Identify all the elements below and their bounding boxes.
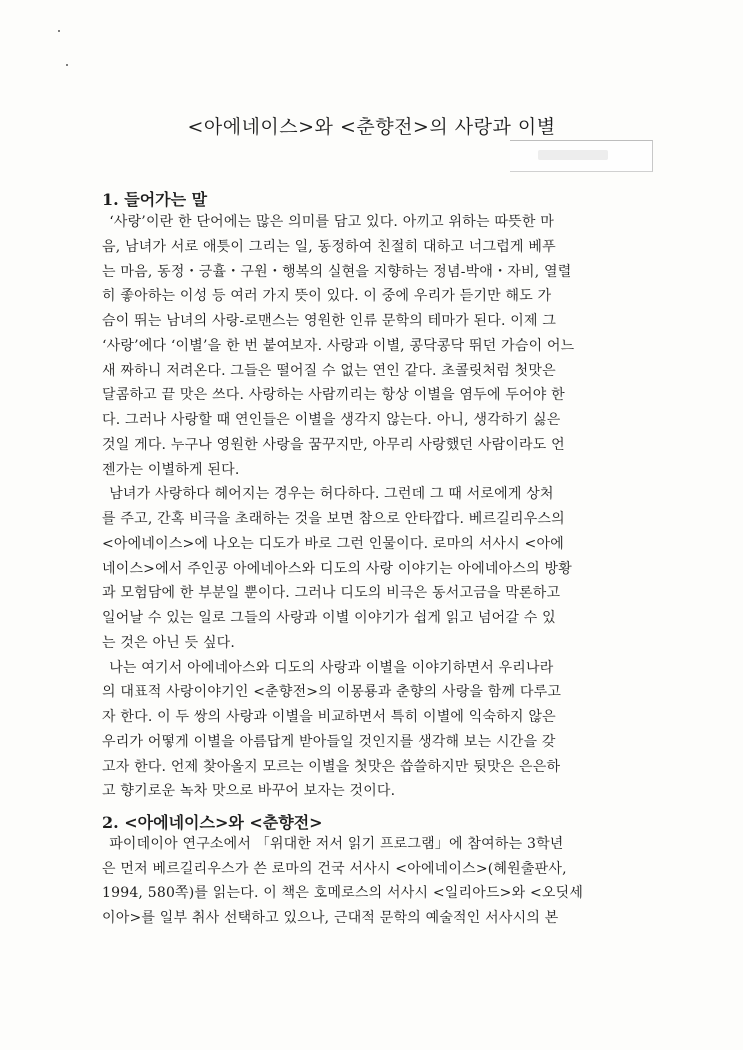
body-text-line: 자 한다. 이 두 쌍의 사랑과 이별을 비교하면서 특히 이별에 익숙하지 않은 bbox=[102, 709, 556, 725]
body-text-line: 은 먼저 베르길리우스가 쓴 로마의 건국 서사시 <아에네이스>(혜원출판사, bbox=[102, 860, 567, 877]
body-text-line: 남녀가 사랑하다 헤어지는 경우는 허다하다. 그런데 그 때 서로에게 상처 bbox=[102, 486, 554, 503]
body-text-line: 음, 남녀가 서로 애틋이 그리는 일, 동정하여 친절히 대하고 너그럽게 베푸 bbox=[102, 238, 556, 255]
body-text-line: 는 것은 아닌 듯 싶다. bbox=[102, 634, 236, 651]
body-text-line: 1994, 580쪽)를 읽는다. 이 책은 호메로스의 서사시 <일리아드>와 <오딧세 bbox=[102, 885, 584, 902]
body-text-line: 네이스>에서 주인공 아에네아스와 디도의 사랑 이야기는 아에네아스의 방황 bbox=[102, 560, 572, 577]
body-text-line: 우리가 어떻게 이별을 아름답게 받아들일 것인지를 생각해 보는 시간을 갖 bbox=[102, 733, 556, 750]
body-text-line: 젠가는 이별하게 된다. bbox=[102, 461, 240, 478]
body-text-line: <아에네이스>에 나오는 디도가 바로 그런 인물이다. 로마의 서사시 <아에 bbox=[102, 535, 564, 552]
body-text-line: 를 주고, 간혹 비극을 초래하는 것을 보면 참으로 안타깝다. 베르길리우스의 bbox=[102, 511, 565, 527]
body-text-line: 고 향기로운 녹차 맛으로 바꾸어 보자는 것이다. bbox=[102, 783, 396, 800]
body-text-line: 달콤하고 끝 맛은 쓰다. 사랑하는 사람끼리는 항상 이별을 염두에 두어야 한 bbox=[102, 387, 565, 404]
body-text-line: 파이데이아 연구소에서 「위대한 저서 읽기 프로그램」에 참여하는 3학년 bbox=[102, 836, 564, 852]
body-text-line: 슴이 뛰는 남녀의 사랑-로맨스는 영원한 인류 문학의 테마가 된다. 이제 그 bbox=[102, 313, 557, 329]
body-text-line: 고자 한다. 언제 찾아올지 모르는 이별을 첫맛은 씁쓸하지만 뒷맛은 은은하 bbox=[102, 758, 561, 775]
body-text-line: ‘사랑’에다 ‘이별’을 한 번 붙여보자. 사랑과 이별, 콩닥콩닥 뛰던 가슴이 어느 bbox=[102, 337, 575, 354]
section-heading-1: 1. 들어가는 말 bbox=[102, 190, 208, 209]
body-text-line: 일어날 수 있는 일로 그들의 사랑과 이별 이야기가 쉽게 읽고 넘어갈 수 있 bbox=[102, 610, 556, 626]
body-text-line: 히 좋아하는 이성 등 여러 가지 뜻이 있다. 이 중에 우리가 듣기만 해도 가 bbox=[102, 288, 552, 305]
body-text-line: 새 짜하니 저려온다. 그들은 떨어질 수 없는 연인 같다. 초콜릿처럼 첫맛은 bbox=[102, 362, 556, 379]
scan-speck bbox=[58, 30, 60, 32]
body-text-line: 는 마음, 동정・긍휼・구원・행복의 실현을 지향하는 정념-박애・자비, 열렬 bbox=[102, 263, 572, 280]
stamp-faint-mark bbox=[538, 150, 608, 160]
body-text-line: 나는 여기서 아에네아스와 디도의 사랑과 이별을 이야기하면서 우리나라 bbox=[102, 659, 554, 676]
body-text-line: ‘사랑’이란 한 단어에는 많은 의미를 담고 있다. 아끼고 위하는 따뜻한 마 bbox=[102, 214, 554, 230]
body-text-line: 의 대표적 사랑이야기인 <춘향전>의 이몽룡과 춘향의 사랑을 함께 다루고 bbox=[102, 684, 562, 701]
section-heading-2: 2. <아에네이스>와 <춘향전> bbox=[102, 813, 323, 832]
stamp-box bbox=[510, 140, 653, 172]
body-text-line: 과 모험담에 한 부분일 뿐이다. 그러나 디도의 비극은 동서고금을 막론하고 bbox=[102, 585, 561, 602]
document-title: <아에네이스>와 <춘향전>의 사랑과 이별 bbox=[187, 116, 556, 138]
scan-speck bbox=[66, 64, 68, 66]
body-text-line: 다. 그러나 사랑할 때 연인들은 이별을 생각지 않는다. 아니, 생각하기 싫은 bbox=[102, 412, 561, 428]
body-text-line: 것일 게다. 누구나 영원한 사랑을 꿈꾸지만, 아무리 사랑했던 사람이라도 언 bbox=[102, 436, 565, 453]
body-text-line: 이아>를 일부 취사 선택하고 있으나, 근대적 문학의 예술적인 서사시의 본 bbox=[102, 909, 559, 926]
